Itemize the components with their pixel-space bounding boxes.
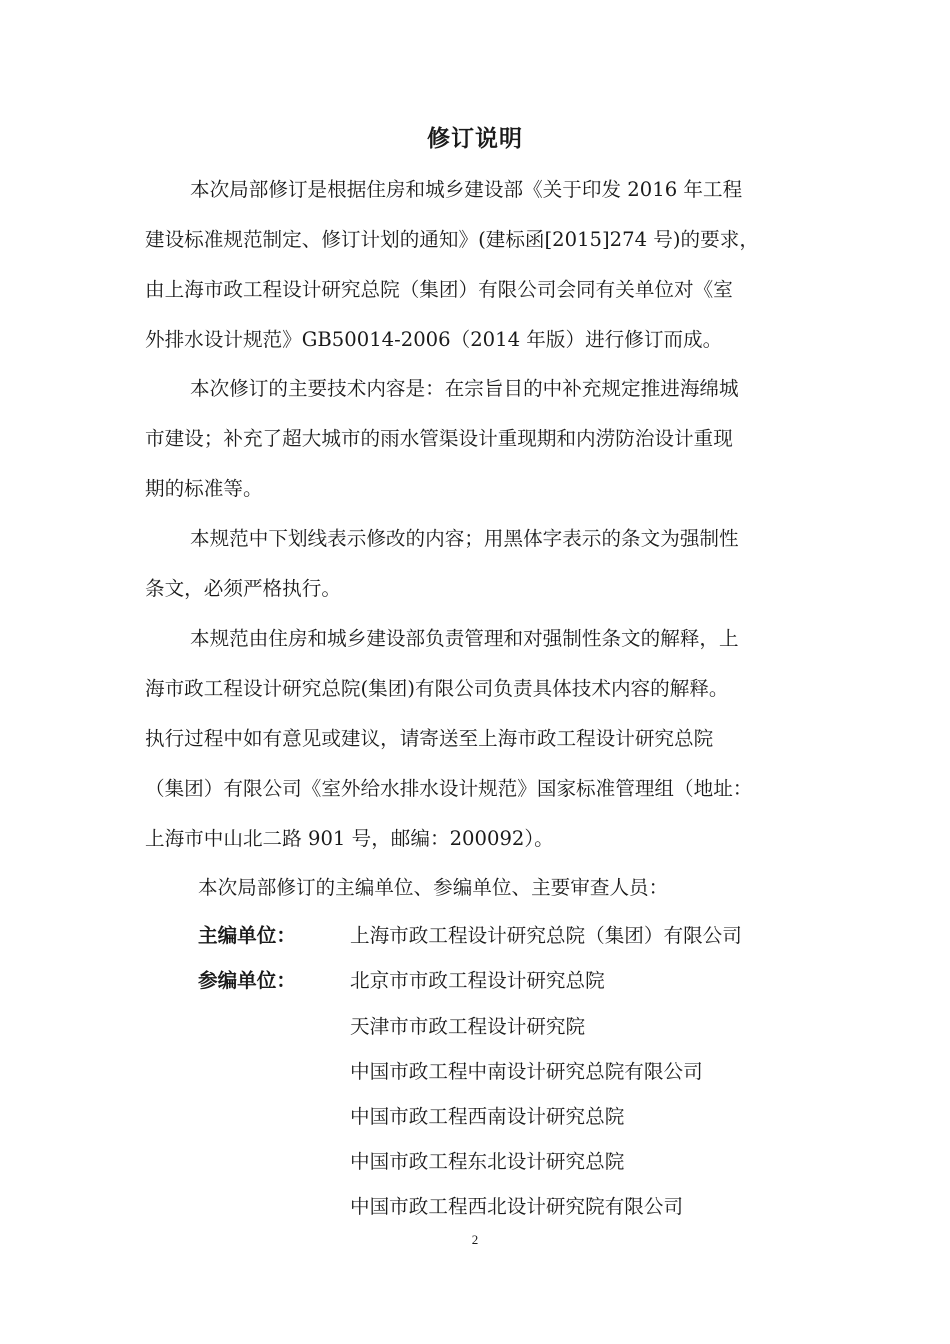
paragraph-2-line-1: 本次修订的主要技术内容是：在宗旨目的中补充规定推进海绵城 [190, 377, 739, 400]
participants-label: 参编单位： [198, 969, 296, 992]
paragraph-1-line-3: 由上海市政工程设计研究总院（集团）有限公司会同有关单位对《室 [145, 278, 733, 301]
paragraph-4-line-4: （集团）有限公司《室外给水排水设计规范》国家标准管理组（地址： [145, 777, 753, 800]
paragraph-2-line-3: 期的标准等。 [145, 477, 263, 500]
participant-unit-1: 北京市市政工程设计研究总院 [350, 969, 605, 992]
participant-unit-4: 中国市政工程西南设计研究总院 [350, 1105, 625, 1128]
paragraph-3-line-1: 本规范中下划线表示修改的内容；用黑体字表示的条文为强制性 [190, 527, 739, 550]
paragraph-4-line-5: 上海市中山北二路 901 号，邮编：200092）。 [145, 827, 554, 850]
participant-unit-6: 中国市政工程西北设计研究院有限公司 [350, 1195, 684, 1218]
paragraph-5-line-1: 本次局部修订的主编单位、参编单位、主要审查人员： [198, 876, 669, 899]
participant-unit-5: 中国市政工程东北设计研究总院 [350, 1150, 625, 1173]
paragraph-4-line-2: 海市政工程设计研究总院(集团)有限公司负责具体技术内容的解释。 [145, 677, 729, 700]
page-title: 修订说明 [427, 126, 523, 152]
paragraph-1-line-2: 建设标准规范制定、修订计划的通知》(建标函[2015]274 号)的要求， [145, 228, 759, 251]
paragraph-4-line-1: 本规范由住房和城乡建设部负责管理和对强制性条文的解释，上 [190, 627, 739, 650]
paragraph-1-line-1: 本次局部修订是根据住房和城乡建设部《关于印发 2016 年工程 [190, 178, 743, 201]
chief-editor-unit: 上海市政工程设计研究总院（集团）有限公司 [350, 924, 742, 947]
paragraph-3-line-2: 条文，必须严格执行。 [145, 577, 341, 600]
paragraph-2-line-2: 市建设；补充了超大城市的雨水管渠设计重现期和内涝防治设计重现 [145, 427, 733, 450]
participant-unit-2: 天津市市政工程设计研究院 [350, 1015, 586, 1038]
paragraph-4-line-3: 执行过程中如有意见或建议，请寄送至上海市政工程设计研究总院 [145, 727, 714, 750]
paragraph-1-line-4: 外排水设计规范》GB50014-2006（2014 年版）进行修订而成。 [145, 328, 723, 351]
chief-editor-label: 主编单位： [198, 924, 296, 947]
participant-unit-3: 中国市政工程中南设计研究总院有限公司 [350, 1060, 703, 1083]
page-number: 2 [471, 1232, 479, 1247]
